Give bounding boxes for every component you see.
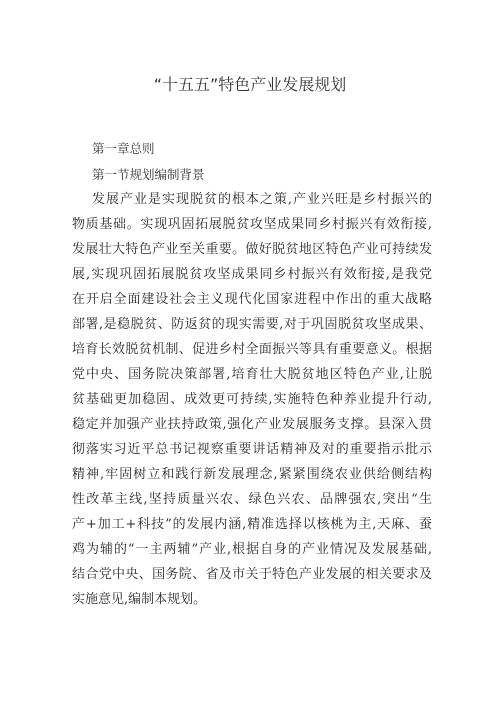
paragraph-line: 发展壮大特色产业至关重要。做好脱贫地区特色产业可持续发 <box>72 242 432 257</box>
paragraph-line: 部署,是稳脱贫、防返贫的现实需要,对于巩固脱贫攻坚成果、 <box>72 317 432 332</box>
paragraph-line: 稳定并加强产业扶持政策,强化产业发展服务支撑。县深入贯 <box>72 417 432 432</box>
section-heading: 第一节规划编制背景 <box>92 167 205 182</box>
paragraph-line: 性改革主线,坚持质量兴农、绿色兴农、品牌强农,突出“生 <box>72 492 432 507</box>
paragraph-line: 贫基础更加稳固、成效更可持续,实施特色种养业提升行动, <box>72 392 432 407</box>
paragraph-line: 彻落实习近平总书记视察重要讲话精神及对的重要指示批示 <box>72 442 432 457</box>
paragraph-line: 产+加工+科技”的发展内涵,精准选择以核桃为主,天麻、蚕 <box>72 517 432 532</box>
document-title: “十五五”特色产业发展规划 <box>153 75 347 94</box>
paragraph-line: 物质基础。实现巩固拓展脱贫攻坚成果同乡村振兴有效衔接, <box>72 217 432 232</box>
paragraph-line: 结合党中央、国务院、省及市关于特色产业发展的相关要求及 <box>72 567 432 582</box>
paragraph-line: 在开启全面建设社会主义现代化国家进程中作出的重大战略 <box>72 292 432 307</box>
paragraph-line: 精神,牢固树立和践行新发展理念,紧紧围绕农业供给侧结构 <box>72 467 432 482</box>
paragraph-line: 发展产业是实现脱贫的根本之策,产业兴旺是乡村振兴的 <box>92 192 432 207</box>
chapter-heading: 第一章总则 <box>92 141 155 156</box>
paragraph-line: 展,实现巩固拓展脱贫攻坚成果同乡村振兴有效衔接,是我党 <box>72 267 432 282</box>
paragraph-line: 鸡为辅的“一主两辅”产业,根据自身的产业情况及发展基础, <box>72 542 432 557</box>
paragraph-line: 党中央、国务院决策部署,培育壮大脱贫地区特色产业,让脱 <box>72 367 432 382</box>
paragraph-line: 培育长效脱贫机制、促进乡村全面振兴等具有重要意义。根据 <box>72 342 432 357</box>
paragraph-line: 实施意见,编制本规划。 <box>72 592 207 607</box>
